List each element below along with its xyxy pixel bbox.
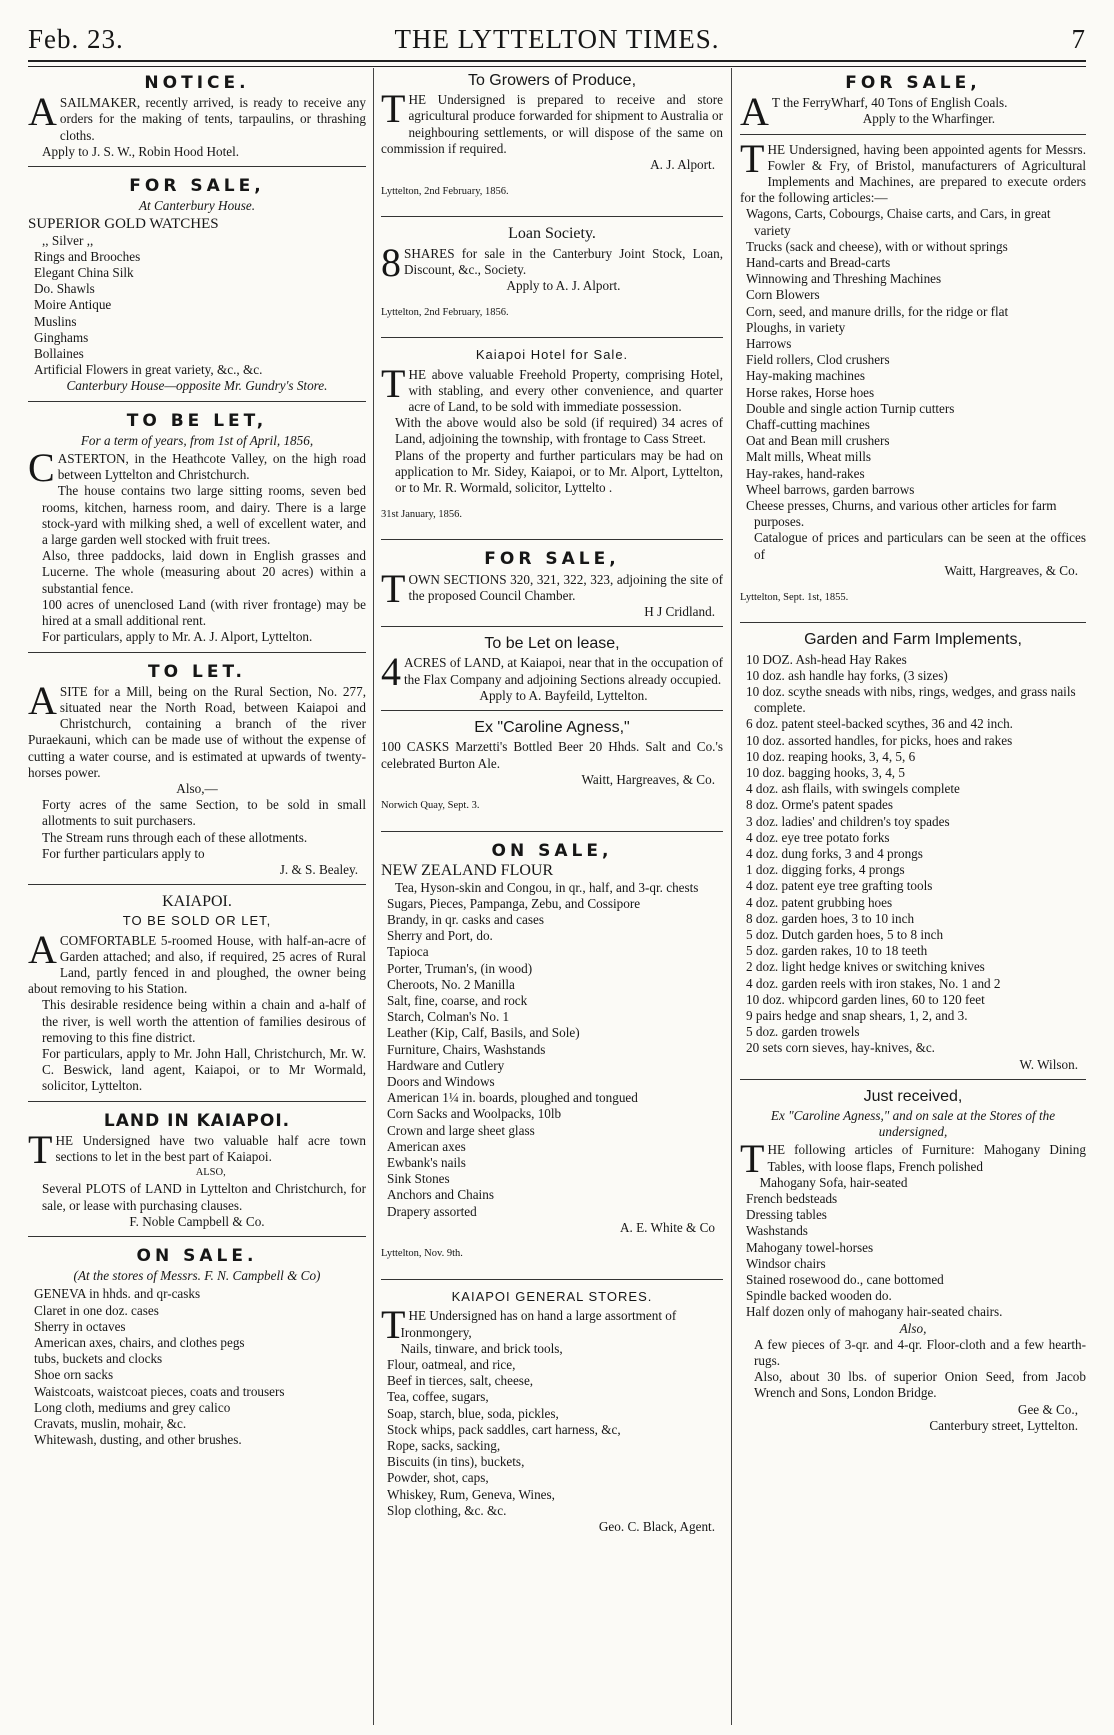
ad-heading: NOTICE. [144, 73, 250, 93]
ad-date: Lyttelton, Nov. 9th. [381, 1248, 463, 1260]
list-item: Salt, fine, coarse, and rock [387, 992, 528, 1008]
list-item: 10 DOZ. Ash-head Hay Rakes [746, 651, 907, 667]
list-item: Furniture, Chairs, Washstands [387, 1041, 546, 1057]
list-item: Mahogany towel-horses [746, 1239, 874, 1255]
ad-body: THE Undersigned, having been appointed agents for Messrs. Fowler & Fry, of Bristol, manufacturers of Agricultural Implements and Machines, are prepared to execute orders for the following articles:— [740, 135, 1086, 206]
list-item: Ewbank's nails [387, 1154, 466, 1170]
ad-date: 31st January, 1856. [381, 508, 462, 520]
ad-heading: FOR SALE, [845, 73, 981, 93]
masthead-title: THE LYTTELTON TIMES. [394, 24, 720, 54]
ad-apply: For particulars, apply to Mr. A. J. Alport, Lyttelton. [42, 629, 313, 645]
ad-date: Norwich Quay, Sept. 3. [381, 800, 480, 812]
list-item: Artificial Flowers in great variety, &c., &c. [34, 362, 263, 378]
ad-heading: KAIAPOI. [162, 893, 232, 911]
item-list [28, 249, 366, 379]
ad-heading: TO LET. [148, 661, 246, 682]
list-item: 8 doz. garden hoes, 3 to 10 inch [746, 910, 915, 926]
column-2 [381, 68, 723, 1725]
list-item: Tea, coffee, sugars, [387, 1389, 489, 1405]
ad-kaiapoi-general-stores [381, 1284, 723, 1541]
list-item: 3 doz. ladies' and children's toy spades [746, 813, 950, 829]
list-item: Beef in tierces, salt, cheese, [387, 1373, 534, 1389]
ad-heading: LAND IN KAIAPOI. [103, 1110, 291, 1131]
list-item: Ironmongery, [400, 1324, 472, 1340]
ad-line: NEW ZEALAND FLOUR [381, 862, 554, 880]
list-item: Starch, Colman's No. 1 [387, 1009, 510, 1025]
ad-signature: J. & S. Bealey. [279, 861, 358, 877]
ad-loan-society [381, 221, 723, 338]
ad-body: THE Undersigned have two valuable half acre town sections to let in the best part of Kaiapoi. [28, 1126, 366, 1172]
ad-body: Also, three paddocks, laid down in English grasses and Lucerne. The whole (measuring about 20 acres) within a substantial fence. [42, 548, 366, 596]
list-item: Trucks (sack and cheese), with or without springs [746, 238, 1008, 254]
item-list [740, 1175, 1086, 1321]
list-item: Sink Stones [387, 1171, 450, 1187]
list-item: Bollaines [34, 346, 84, 362]
list-item: Drapery assorted [387, 1203, 477, 1219]
ad-body: THE Undersigned has on hand a large assortment of [381, 1302, 677, 1348]
ad-land-in-kaiapoi [28, 1106, 366, 1237]
ad-apply: Apply to the Wharfinger. [862, 111, 996, 127]
ad-to-be-let-on-lease [381, 631, 723, 711]
ad-signature: Gee & Co., [1017, 1401, 1078, 1417]
ad-heading: FOR SALE, [129, 176, 265, 197]
ad-signature: A. J. Alport. [650, 157, 715, 173]
list-item: American 1¼ in. boards, ploughed and tongued [387, 1090, 638, 1106]
ad-heading: To Growers of Produce, [467, 72, 637, 89]
ad-body: Plans of the property and further particulars may be had on application to Mr. Sidey, Kaiapoi, or to Mr. Alport, Lyttelton, or to Mr. R. Wormald, solicitor, Lyttelto . [395, 447, 723, 496]
ad-just-received-furniture [740, 1084, 1086, 1440]
list-item: American axes, chairs, and clothes pegs [34, 1335, 245, 1351]
list-item: Doors and Windows [387, 1073, 495, 1089]
ad-subheading: At Canterbury House. [138, 198, 256, 214]
ad-notice [28, 68, 366, 167]
list-item: 2 doz. light hedge knives or switching knives [746, 959, 985, 975]
ad-body: Forty acres of the same Section, to be sold in small allotments to suit purchasers. [42, 797, 366, 829]
ad-growers-of-produce [381, 68, 723, 217]
list-item: Whitewash, dusting, and other brushes. [34, 1432, 242, 1448]
ad-signature: Geo. C. Black, Agent. [598, 1519, 715, 1535]
ad-for-sale-watches [28, 171, 366, 402]
list-item: Claret in one doz. cases [34, 1302, 159, 1318]
ad-heading: TO BE LET, [126, 410, 268, 431]
list-item: 1 doz. digging forks, 4 prongs [746, 862, 905, 878]
ad-kaiapoi-house [28, 889, 366, 1101]
list-item: Slop clothing, &c. &c. [387, 1502, 507, 1518]
ad-signature: A. E. White & Co [620, 1219, 715, 1235]
ad-subheading: TO BE SOLD OR LET, [122, 913, 272, 929]
masthead-rule [28, 60, 1086, 67]
ad-body: TOWN SECTIONS 320, 321, 322, 323, adjoining the site of the proposed Council Chamber. [381, 565, 723, 611]
list-item: Biscuits (in tins), buckets, [387, 1454, 525, 1470]
ad-body: With the above would also be sold (if required) 34 acres of Land, adjoining the township, with frontage to Cass Street. [395, 415, 723, 447]
list-item: Rings and Brooches [34, 248, 141, 264]
ad-apply: Apply to A. Bayfeild, Lyttelton. [479, 687, 648, 703]
ad-body: Several PLOTS of LAND in Lyttelton and Christchurch, for sale, or lease with purchasing clauses. [42, 1181, 366, 1213]
ad-body: This desirable residence being within a chain and a-half of the river, is well worth the attention of families desirous of removing to this fine district. [42, 997, 366, 1045]
ad-body: THE above valuable Freehold Property, comprising Hotel, with stabling, and every other convenience, and quarter acre of Land, to be sold with immediate possession. [381, 360, 723, 415]
ad-line: Tea, Hyson-skin and Congou, in qr., half, and 3-qr. chests [395, 879, 699, 895]
ad-apply: Apply to A. J. Alport. [506, 278, 621, 294]
item-list [28, 1286, 366, 1448]
list-item: 10 doz. whipcord garden lines, 60 to 120 feet [746, 991, 985, 1007]
ad-to-be-let-casterton [28, 406, 366, 653]
list-item: Soap, starch, blue, soda, pickles, [387, 1405, 559, 1421]
list-item: Nails, tinware, and brick tools, [400, 1340, 563, 1356]
ad-body: 4ACRES of LAND, at Kaiapoi, near that in the occupation of the Flax Company and adjoining Sections already occupied. [381, 649, 723, 695]
list-item: Corn Blowers [746, 287, 820, 303]
ad-address: Canterbury street, Lyttelton. [929, 1417, 1078, 1433]
column-divider [373, 68, 374, 1725]
ad-heading: To be Let on lease, [484, 635, 620, 653]
ad-body: ASITE for a Mill, being on the Rural Section, No. 277, situated near the North Road, between Kaiapoi and Christchurch, containing a branch of the river Puraekauni, which can be made use of without the expense of cutting a water course, and is estimated at upwards of twenty-horses power. [28, 677, 366, 780]
ad-to-let-mill [28, 657, 366, 886]
list-item: Field rollers, Clod crushers [746, 352, 890, 368]
ad-subheading: (At the stores of Messrs. F. N. Campbell & Co) [73, 1268, 321, 1284]
list-item: Cheroots, No. 2 Manilla [387, 976, 515, 992]
ad-caroline-agness-beer [381, 715, 723, 832]
list-item: Shoe orn sacks [34, 1367, 114, 1383]
ad-date: Lyttelton, Sept. 1st, 1855. [740, 591, 849, 603]
list-item: Muslins [34, 313, 77, 329]
ad-for-sale-town-sections [381, 544, 723, 627]
list-item: Anchors and Chains [387, 1187, 494, 1203]
ad-signature: Waitt, Hargreaves, & Co. [944, 562, 1078, 578]
list-item: Cravats, muslin, mohair, &c. [34, 1416, 187, 1432]
list-item: Rope, sacks, sacking, [387, 1438, 501, 1454]
list-item: 10 doz. bagging hooks, 3, 4, 5 [746, 764, 905, 780]
item-list [381, 1325, 723, 1519]
ad-heading: ON SALE, [491, 841, 613, 862]
list-item: Sherry in octaves [34, 1318, 126, 1334]
ad-body: 8SHARES for sale in the Canterbury Joint Stock, Loan, Discount, &c., Society. [381, 239, 723, 285]
ad-heading: Kaiapoi Hotel for Sale. [475, 347, 629, 363]
list-item: Harrows [746, 336, 792, 352]
list-item: Porter, Truman's, (in wood) [387, 960, 533, 976]
ad-garden-and-farm-implements [740, 627, 1086, 1079]
list-item: Tapioca [387, 944, 429, 960]
ad-body: For particulars, apply to Mr. John Hall, Christchurch, Mr. W. C. Beswick, land agent, Kaiapoi, or to Mr Wormald, solicitor, Lyttelton. [42, 1045, 366, 1094]
ad-heading: FOR SALE, [484, 549, 620, 570]
ad-heading: Ex "Caroline Agness," [474, 719, 630, 737]
item-list [381, 896, 723, 1220]
ad-body: THE Undersigned is prepared to receive and store agricultural produce forwarded for shipment to Australia or neighbouring settlements, or will dispose of the same on commission if required. [381, 86, 723, 156]
ad-subheading: Ex "Caroline Agness," and on sale at the Stores of the undersigned, [770, 1107, 1056, 1140]
list-item: Brandy, in qr. casks and cases [387, 911, 544, 927]
list-item: GENEVA in hhds. and qr-casks [34, 1286, 201, 1302]
ad-apply: Apply to J. S. W., Robin Hood Hotel. [42, 143, 240, 159]
list-item: Chaff-cutting machines [746, 417, 870, 433]
list-item: 4 doz. eye tree potato forks [746, 829, 890, 845]
list-item: 5 doz. garden trowels [746, 1024, 860, 1040]
ad-heading: Loan Society. [508, 225, 596, 243]
list-item: Half dozen only of mahogany hair-seated chairs. [746, 1304, 1003, 1320]
list-item: Hardware and Cutlery [387, 1057, 505, 1073]
ad-body: CASTERTON, in the Heathcote Valley, on the high road between Lyttelton and Christchurch. [28, 445, 366, 491]
list-item: tubs, buckets and clocks [34, 1351, 163, 1367]
ad-body: Catalogue of prices and particulars can be seen at the offices of [754, 530, 1086, 562]
list-item: Corn, seed, and manure drills, for the ridge or flat [746, 303, 1009, 319]
list-item: French bedsteads [746, 1191, 838, 1206]
ad-body: ASAILMAKER, recently arrived, is ready to receive any orders for the making of tents, tarpaulins, or thrashing cloths. [28, 89, 366, 143]
list-item: Stock whips, pack saddles, cart harness, &c, [387, 1421, 621, 1437]
ad-body: 100 CASKS Marzetti's Bottled Beer 20 Hhds. Salt and Co.'s celebrated Burton Ale. [381, 739, 723, 771]
list-item: Powder, shot, caps, [387, 1470, 489, 1486]
list-item: Hay-making machines [746, 368, 866, 384]
list-item: Long cloth, mediums and grey calico [34, 1399, 231, 1415]
column-1 [28, 68, 366, 1725]
list-item: 4 doz. dung forks, 3 and 4 prongs [746, 845, 923, 861]
ad-agricultural-implements [740, 135, 1086, 624]
list-item: Leather (Kip, Calf, Basils, and Sole) [387, 1025, 580, 1041]
list-item: 4 doz. garden reels with iron stakes, No. 1 and 2 [746, 975, 1001, 991]
columns [28, 68, 1086, 1725]
ad-body: AT the FerryWharf, 40 Tons of English Coals. [740, 89, 1008, 135]
list-item: Ginghams [34, 329, 89, 345]
list-item: Stained rosewood do., cane bottomed [746, 1272, 944, 1288]
list-item: Sherry and Port, do. [387, 928, 493, 944]
ad-date: Lyttelton, 2nd February, 1856. [381, 185, 509, 197]
list-item: Hay-rakes, hand-rakes [746, 465, 865, 481]
ad-body: A few pieces of 3-qr. and 4-qr. Floor-cloth and a few hearth-rugs. [754, 1336, 1086, 1369]
list-item: Wagons, Carts, Cobourgs, Chaise carts, and Cars, in great variety [746, 206, 1051, 238]
ad-body: 100 acres of unenclosed Land (with river frontage) may be hired at a small additional rent. [42, 596, 366, 629]
list-item: 4 doz. patent grubbing hoes [746, 894, 893, 910]
list-item: Washstands [746, 1223, 808, 1239]
ad-body: The Stream runs through each of these allotments. [42, 829, 308, 845]
list-item: 10 doz. ash handle hay forks, (3 sizes) [746, 667, 948, 683]
list-item: Hand-carts and Bread-carts [746, 255, 891, 271]
list-item: Flour, oatmeal, and rice, [387, 1357, 516, 1372]
list-item: Malt mills, Wheat mills [746, 449, 872, 465]
list-item: Winnowing and Threshing Machines [746, 271, 942, 287]
ad-signature: W. Wilson. [1019, 1056, 1078, 1072]
item-list [740, 206, 1086, 530]
list-item: Oat and Bean mill crushers [746, 433, 890, 449]
list-item: Elegant China Silk [34, 265, 134, 281]
list-item: Sugars, Pieces, Pampanga, Zebu, and Cossipore [387, 895, 641, 911]
list-item: 6 doz. patent steel-backed scythes, 36 and 42 inch. [746, 716, 1013, 732]
ad-signature: H J Cridland. [644, 604, 715, 620]
list-item: 20 sets corn sieves, hay-knives, &c. [746, 1040, 935, 1056]
list-item: Whiskey, Rum, Geneva, Wines, [387, 1486, 555, 1502]
ad-also: Also, [899, 1320, 927, 1336]
ad-body: For further particulars apply to [42, 845, 205, 861]
ad-body: ACOMFORTABLE 5-roomed House, with half-an-acre of Garden attached; and also, if required, 25 acres of Rural Land, partly fenced in and ploughed, the owner being about removing to his Station. [28, 926, 366, 997]
list-item: Corn Sacks and Woolpacks, 10lb [387, 1106, 562, 1122]
ad-date: Lyttelton, 2nd February, 1856. [381, 306, 509, 318]
ad-subheading: For a term of years, from 1st of April, 1856, [80, 432, 314, 448]
ad-line: SUPERIOR GOLD WATCHES [28, 216, 219, 233]
masthead-date: Feb. 23. [28, 24, 124, 54]
list-item: Windsor chairs [746, 1255, 826, 1271]
ad-body: Also, about 30 lbs. of superior Onion Seed, from Jacob Wrench and Sons, London Bridge. [754, 1369, 1086, 1401]
list-item: 10 doz. assorted handles, for picks, hoes and rakes [746, 732, 1013, 748]
list-item: Horse rakes, Horse hoes [746, 384, 875, 400]
masthead [28, 24, 1086, 54]
ad-heading: KAIAPOI GENERAL STORES. [451, 1289, 653, 1305]
list-item: 10 doz. reaping hooks, 3, 4, 5, 6 [746, 748, 916, 764]
list-item: Double and single action Turnip cutters [746, 400, 955, 416]
list-item: Moire Antique [34, 297, 112, 313]
ad-also: Also,— [176, 780, 218, 796]
ad-footer: Canterbury House—opposite Mr. Gundry's Store. [66, 378, 328, 394]
masthead-page-number: 7 [1071, 24, 1086, 54]
list-item: 4 doz. patent eye tree grafting tools [746, 878, 933, 894]
ad-heading: ON SALE. [136, 1246, 258, 1266]
ad-heading: Just received, [863, 1087, 963, 1105]
column-3 [740, 68, 1086, 1725]
list-item: Cheese presses, Churns, and various other articles for farm purposes. [746, 498, 1057, 530]
list-item: Spindle backed wooden do. [746, 1288, 892, 1304]
ad-body: The house contains two large sitting rooms, seven bed rooms, kitchen, harness room, and dairy. There is a large stock-yard with milking shed, a well of excellent water, and a large garden well stocked with fruit trees. [42, 483, 366, 548]
column-divider [731, 68, 732, 1725]
list-item: Do. Shawls [34, 281, 95, 297]
ad-line: ,, Silver ,, [42, 232, 94, 248]
list-item: 4 doz. ash flails, with swingels complete [746, 781, 960, 797]
list-item: 5 doz. Dutch garden hoes, 5 to 8 inch [746, 926, 944, 942]
list-item: Dressing tables [746, 1207, 827, 1223]
ad-kaiapoi-hotel [381, 342, 723, 540]
list-item: 8 doz. Orme's patent spades [746, 797, 894, 813]
ad-heading: Garden and Farm Implements, [804, 631, 1022, 649]
ad-also: ALSO, [195, 1167, 226, 1179]
list-item: Waistcoats, waistcoat pieces, coats and trousers [34, 1383, 285, 1399]
list-item: 10 doz. scythe sneads with nibs, rings, wedges, and grass nails complete. [746, 683, 1076, 716]
item-list [740, 652, 1086, 1057]
list-item: Crown and large sheet glass [387, 1122, 535, 1138]
ad-body: THE following articles of Furniture: Mahogany Dining Tables, with loose flaps, French polished [740, 1136, 1086, 1182]
ad-on-sale-campbell [28, 1241, 366, 1454]
list-item: Ploughs, in variety [746, 319, 846, 335]
ad-for-sale-coals [740, 68, 1086, 135]
list-item: 5 doz. garden rakes, 10 to 18 teeth [746, 943, 928, 959]
ad-on-sale-flour [381, 836, 723, 1280]
list-item: 9 pairs hedge and snap shears, 1, 2, and 3. [746, 1007, 968, 1023]
ad-signature: F. Noble Campbell & Co. [129, 1213, 265, 1229]
ad-signature: Waitt, Hargreaves, & Co. [581, 771, 715, 787]
list-item: Mahogany Sofa, hair-seated [759, 1174, 908, 1190]
list-item: American axes [387, 1138, 466, 1154]
list-item: Wheel barrows, garden barrows [746, 481, 915, 497]
